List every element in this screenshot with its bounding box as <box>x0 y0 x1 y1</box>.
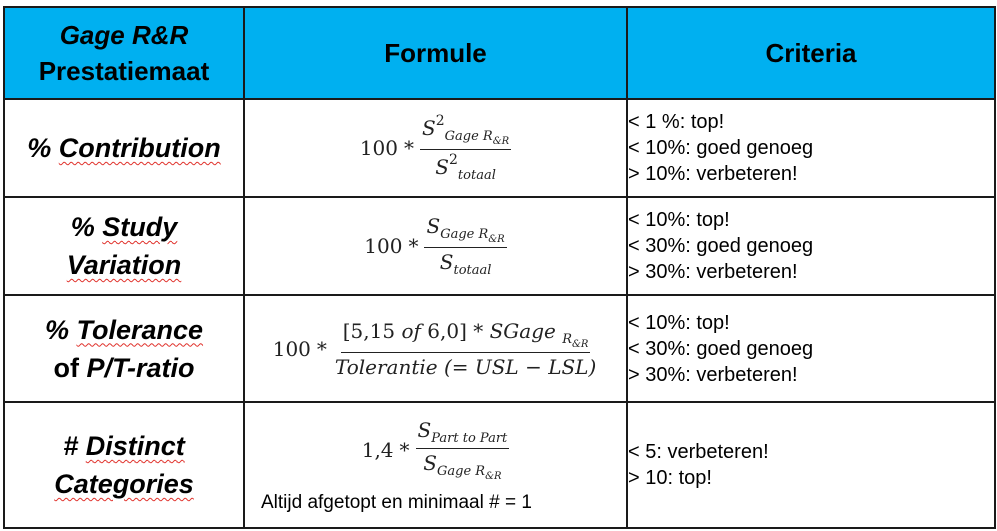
metric-name-study-variation: % Study Variation <box>4 197 244 295</box>
gage-rr-table <box>3 6 996 529</box>
header-row <box>4 7 995 99</box>
header-col1-line2: Prestatiemaat <box>38 56 210 86</box>
metric-name-contribution: % Contribution <box>4 99 244 197</box>
header-col1-line1: Gage R&R <box>59 20 189 50</box>
formula-tolerance: 100 * $\frac{[5,15 of 6,0] * SGage _{R_{\&R}}}{\text{Tolerantie (= USL − LSL)}}$ <box>244 295 627 402</box>
formula-study-variation: 100 * $\frac{S_{Gage R_{\&R}}}{S_{totaal}}$ <box>244 197 627 295</box>
formula-distinct-categories: 1,4 * $\frac{S_{Part to Part}}{S_{Gage R_{\&R}}}$ Altijd afgetopt en minimaal # = 1 <box>244 402 627 528</box>
criteria-tolerance: < 10%: top! < 30%: goed genoeg > 30%: verbeteren! <box>627 295 995 402</box>
header-criteria: Criteria <box>627 7 995 99</box>
metric-name-distinct-categories: # Distinct Categories <box>4 402 244 528</box>
table-row <box>4 99 995 197</box>
formula-contribution: 100 * $\frac{S^2_{Gage R_{\&R}}}{S^2_{totaal}}$ <box>244 99 627 197</box>
header-formule: Formule <box>244 7 627 99</box>
table-row <box>4 197 995 295</box>
criteria-contribution: < 1 %: top! < 10%: goed genoeg > 10%: verbeteren! <box>627 99 995 197</box>
metric-name-tolerance: % Tolerance of P/T-ratio <box>4 295 244 402</box>
table-row <box>4 402 995 528</box>
formula-note: Altijd afgetopt en minimaal # = 1 <box>261 492 532 513</box>
table-row <box>4 295 995 402</box>
criteria-distinct-categories: < 5: verbeteren! > 10: top! <box>627 402 995 528</box>
criteria-study-variation: < 10%: top! < 30%: goed genoeg > 30%: verbeteren! <box>627 197 995 295</box>
header-prestatiemaat <box>4 7 244 99</box>
